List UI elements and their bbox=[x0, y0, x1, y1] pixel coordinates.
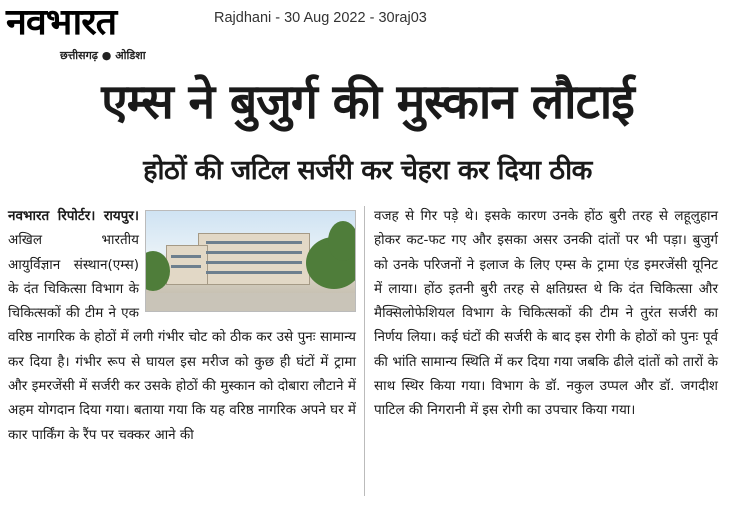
aiims-building-photo bbox=[145, 210, 356, 312]
newspaper-logo-regions: छत्तीसगढ़ ● ओडिशा bbox=[60, 49, 146, 62]
article-body-right: वजह से गिर पड़े थे। इसके कारण उनके होंठ बुरी तरह से लहूलुहान होकर कट-फट गए और इसका असर उनकी दांतों पर भी पड़ा। बुजुर्ग को उनके परिजनों ने इलाज के लिए एम्स के ट्रामा एंड इमरजेंसी यूनिट में लाया। होंठ इतनी बुरी तरह से क्षतिग्रस्त थे कि दंत चिकित्सा और मैक्सिलोफेशियल विभाग के चिकित्सकों की टीम ने तुरंत सर्जरी का निर्णय लिया। कई घंटों की सर्जरी के बाद इस रोगी के होठों को पुनः पूर्व की भांति सामान्य स्थिति में कर दिया गया जबकि ढीले दांतों को तारों के साथ स्थिर किया गया। विभाग के डॉ. नकुल उप्पल और डॉ. जगदीश पाटिल की निगरानी में इस रोगी का उपचार किया गया। bbox=[374, 208, 718, 419]
newspaper-masthead bbox=[2, 2, 198, 60]
article-body-left: अखिल भारतीय आयुर्विज्ञान संस्थान(एम्स) के दंत चिकित्सा विभाग के चिकित्सकों की टीम ने एक वरिष्ठ नागरिक के होठों में लगी गंभीर चोट को ठीक कर उसे पुनः सामान्य कर दिया है। गंभीर रूप से घायल इस मरीज को कुछ ही घंटों में ट्रामा और इमरजेंसी में सर्जरी कर उसके होठों की मुस्कान को दोबारा लौटाने में अहम योगदान दिया गया। बताया गया कि यह वरिष्ठ नागरिक अपने घर में कार पार्किंग के रैंप पर चक्कर आने की bbox=[8, 232, 356, 443]
newspaper-logo: नवभारत bbox=[6, 1, 117, 43]
headline: एम्स ने बुजुर्ग की मुस्कान लौटाई bbox=[101, 74, 634, 130]
article-column-right bbox=[374, 204, 718, 423]
column-divider bbox=[364, 206, 365, 496]
subheadline: होठों की जटिल सर्जरी कर चेहरा कर दिया ठीक bbox=[143, 155, 592, 186]
edition-info: Rajdhani - 30 Aug 2022 - 30raj03 bbox=[214, 10, 427, 26]
byline: नवभारत रिपोर्टर। रायपुर। bbox=[8, 208, 139, 224]
article-column-left bbox=[8, 204, 356, 447]
